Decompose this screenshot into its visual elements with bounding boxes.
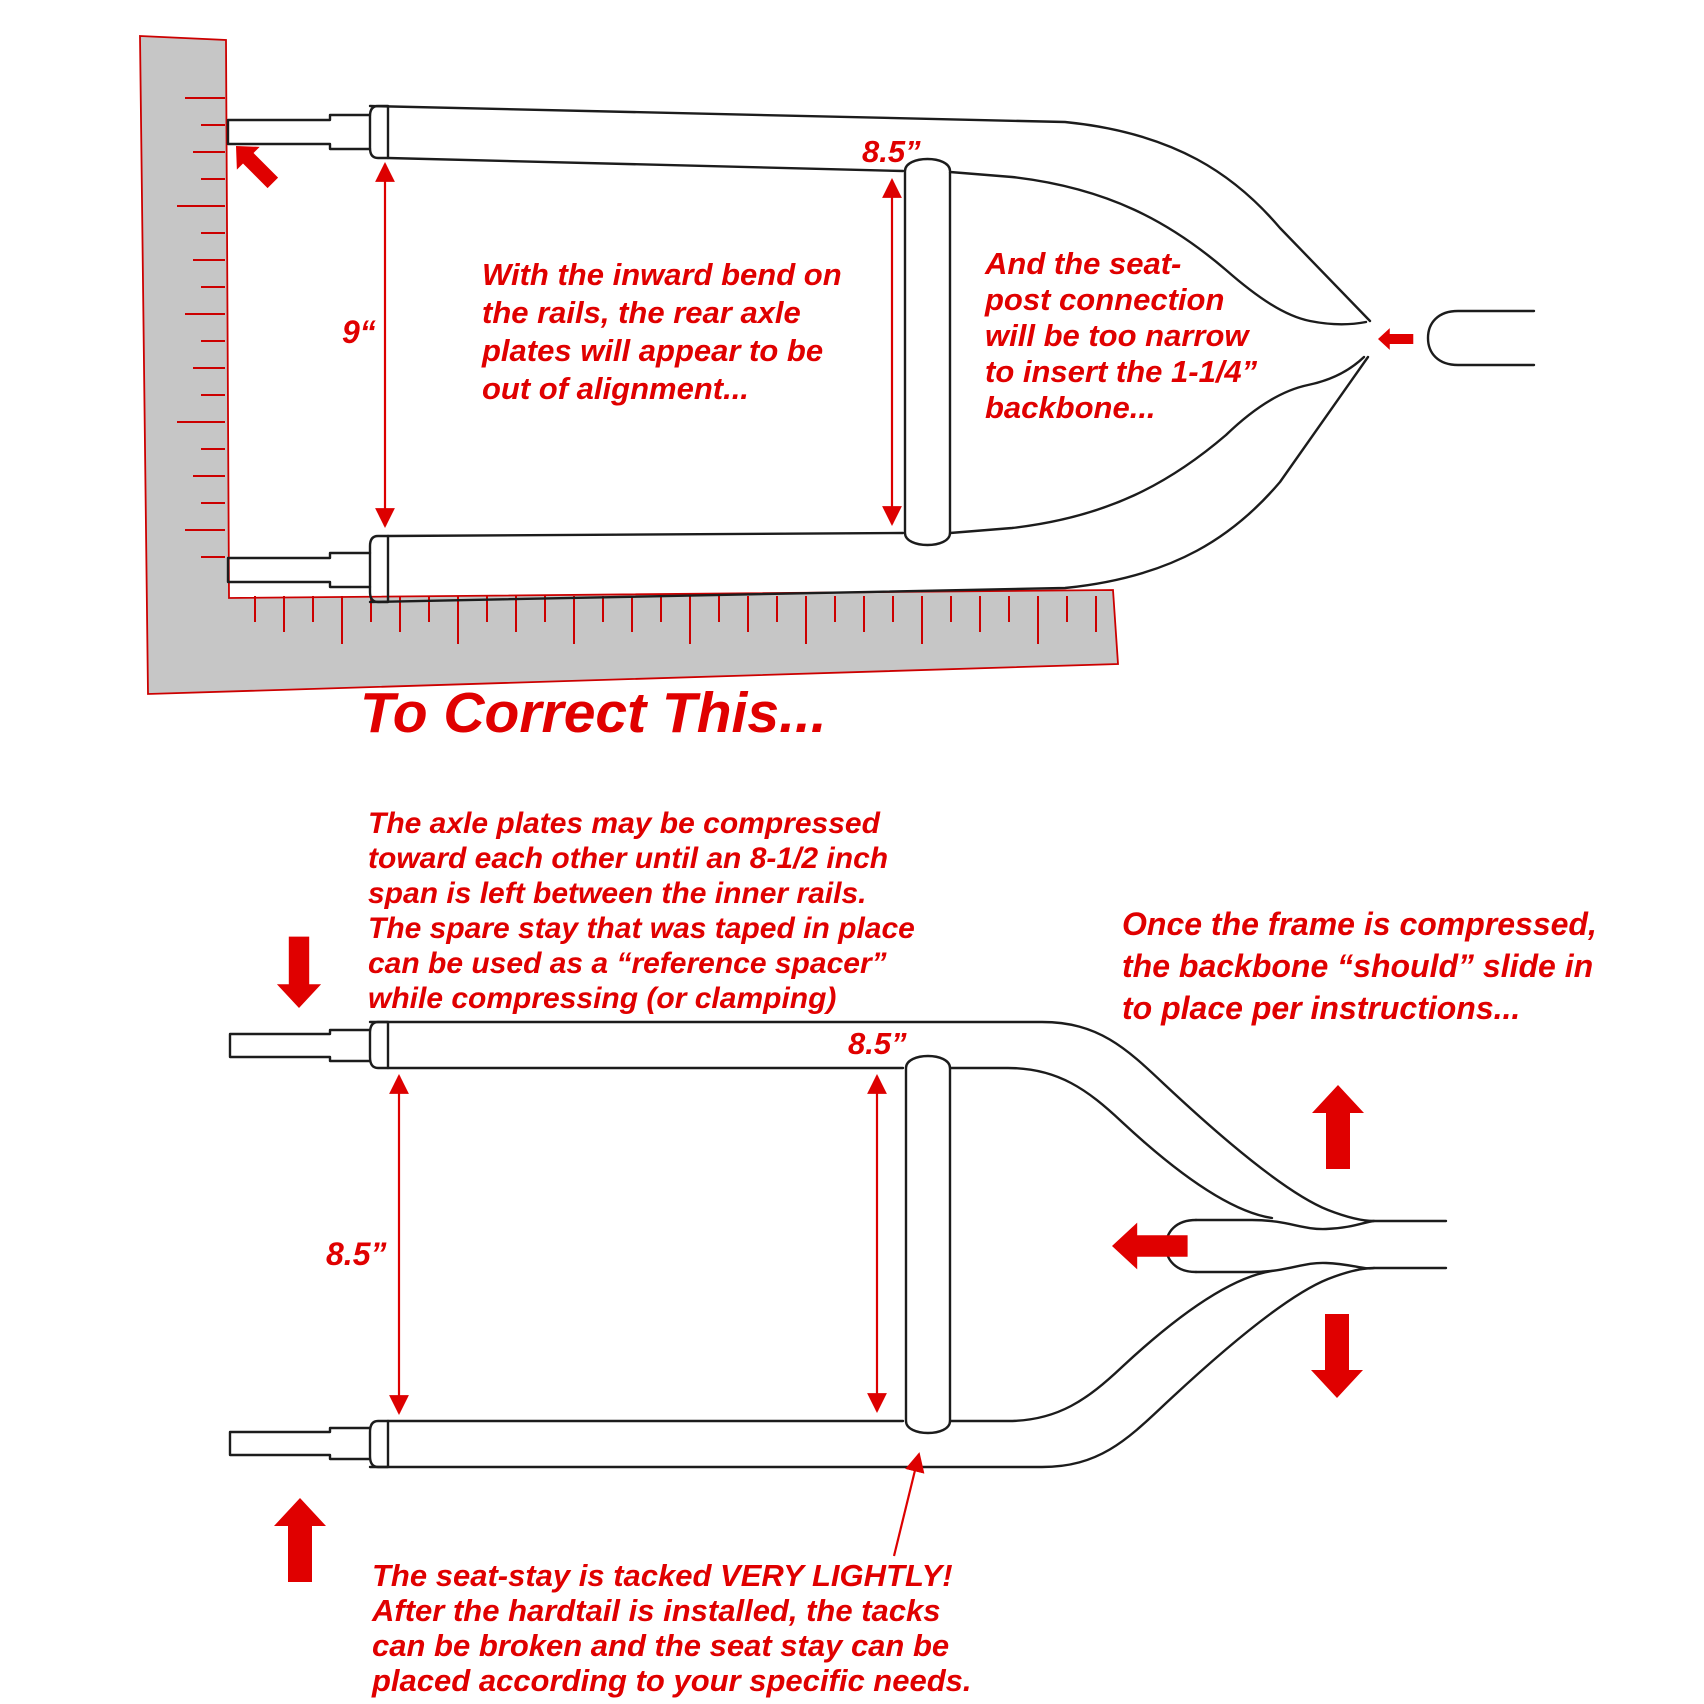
top-frame-lower-cap	[370, 536, 388, 602]
instruction-line: the backbone “should” slide in	[1122, 948, 1594, 984]
top-frame-upper-axle	[228, 115, 370, 149]
bottom-frame-lower-rail-outer	[370, 1268, 1374, 1467]
bottom-backbone-tube	[1166, 1220, 1446, 1272]
arrow-left-small-icon	[1378, 328, 1413, 350]
note-line: The seat-stay is tacked VERY LIGHTLY!	[372, 1558, 953, 1593]
instruction-line: span is left between the inner rails.	[368, 877, 867, 910]
section-title: To Correct This...	[360, 681, 827, 745]
note-line: After the hardtail is installed, the tacks	[372, 1593, 941, 1628]
note-line: the rails, the rear axle	[482, 295, 801, 330]
instruction-line: Once the frame is compressed,	[1122, 906, 1597, 942]
arrow-down-left-icon	[277, 937, 321, 1008]
note-line: With the inward bend on	[482, 257, 842, 292]
arrow-left-icon	[1112, 1223, 1188, 1270]
bottom-frame-upper-rail-inner	[388, 1068, 1272, 1218]
instruction-line: while compressing (or clamping)	[368, 982, 837, 1015]
note-line: out of alignment...	[482, 371, 749, 406]
dim-label-8p5-bottom-right: 8.5”	[848, 1026, 907, 1061]
dim-label-8p5-top: 8.5”	[862, 134, 921, 169]
dim-label-9: 9“	[342, 314, 376, 350]
top-backbone-tube	[1428, 311, 1534, 365]
note-line: post connection	[985, 282, 1225, 317]
instruction-line: The spare stay that was taped in place	[368, 912, 915, 945]
bottom-frame-upper-cap	[370, 1022, 388, 1068]
bottom-frame-lower-cap	[370, 1421, 388, 1467]
note-inward-bend	[482, 256, 842, 408]
dim-label-8p5-bottom-left: 8.5”	[326, 1236, 387, 1272]
bottom-frame-lower-axle	[230, 1428, 370, 1459]
note-seat-stay-tack	[372, 1558, 972, 1698]
arrow-up-right-icon	[1312, 1085, 1364, 1169]
note-line: plates will appear to be	[482, 333, 824, 368]
top-frame-lower-axle	[228, 553, 370, 587]
arrow-up-left-icon-bottom	[274, 1498, 326, 1582]
note-line: can be broken and the seat stay can be	[372, 1628, 950, 1663]
instruction-line: to place per instructions...	[1122, 990, 1521, 1026]
note-line: to insert the 1-1/4”	[985, 354, 1258, 389]
note-line: will be too narrow	[985, 318, 1249, 353]
bottom-frame-seat-stay	[906, 1056, 950, 1433]
top-frame-upper-cap	[370, 106, 388, 158]
note-line: backbone...	[985, 390, 1156, 425]
note-line: And the seat-	[985, 246, 1182, 281]
instruction-line: toward each other until an 8-1/2 inch	[368, 842, 889, 875]
bottom-frame-lower-rail-inner	[388, 1271, 1272, 1421]
top-frame-seat-stay	[905, 159, 950, 545]
instruction-line: can be used as a “reference spacer”	[368, 947, 887, 980]
bottom-frame-upper-axle	[230, 1030, 370, 1061]
leader-line-seat-stay	[894, 1454, 919, 1556]
arrow-down-right-icon	[1311, 1314, 1363, 1398]
instructions-compress	[368, 806, 915, 1016]
instructions-backbone	[1122, 903, 1597, 1029]
instruction-line: The axle plates may be compressed	[368, 807, 880, 840]
note-seat-post	[985, 246, 1257, 426]
note-line: placed according to your specific needs.	[372, 1663, 972, 1698]
bottom-frame	[230, 1022, 1374, 1467]
